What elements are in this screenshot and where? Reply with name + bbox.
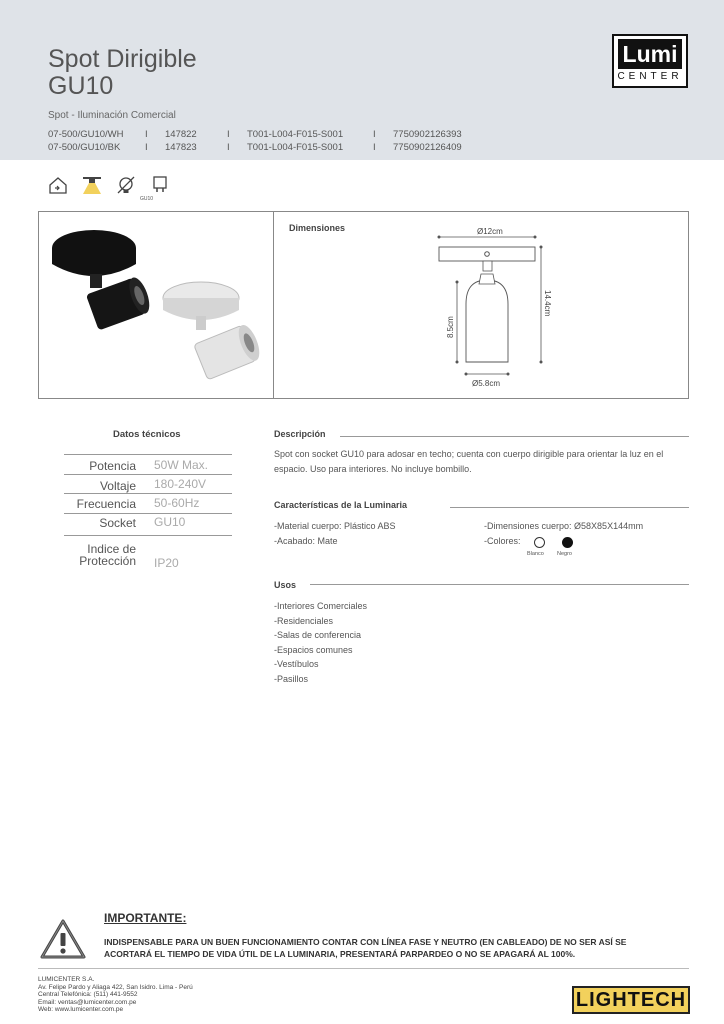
company-email: Email: ventas@lumicenter.com.pe: [38, 998, 137, 1006]
section-rule: [450, 507, 689, 508]
spec-value: GU10: [154, 515, 186, 529]
ceiling-light-icon: [81, 174, 103, 196]
usos-item: -Vestíbulos: [274, 659, 319, 669]
title-line1: Spot Dirigible: [48, 45, 197, 73]
spec-label: Protección: [79, 554, 136, 568]
color-swatch-white: [534, 537, 545, 548]
spec-row-voltaje: [64, 474, 232, 494]
caracteristicas-left: [274, 519, 396, 548]
dim-total-height: 14.4cm: [543, 290, 552, 317]
dimension-drawing: [419, 224, 619, 394]
section-rule: [340, 436, 689, 437]
code-row-bk: [48, 141, 462, 154]
spec-value: 180-240V: [154, 477, 207, 491]
gu10-icon-label: GU10: [140, 196, 154, 202]
datos-tecnicos-title: Datos técnicos: [113, 429, 181, 440]
code-row-wh: [48, 128, 462, 141]
dim-body-height: 8.5cm: [446, 316, 455, 338]
spec-value: 50W Max.: [154, 458, 209, 472]
spec-row-proteccion: [64, 535, 232, 576]
separator: I: [373, 142, 376, 153]
company-name: LUMICENTER S.A.: [38, 976, 95, 983]
reference-code: T001-L004-F015-S001: [247, 129, 344, 140]
spec-label: Indice de: [87, 542, 136, 556]
dimensiones-text: -Dimensiones cuerpo: Ø58X85X144mm: [484, 521, 644, 531]
feature-icons: [47, 174, 171, 196]
item-code: 147823: [165, 142, 197, 153]
colores-text: -Colores:: [484, 535, 521, 546]
usos-title: Usos: [274, 580, 297, 590]
spec-row-frecuencia: [64, 493, 232, 513]
usos-item: -Residenciales: [274, 615, 334, 626]
company-phone: Central Telefónica: (511) 441-9552: [38, 991, 138, 998]
material-text: -Material cuerpo: Plástico ABS: [274, 521, 396, 531]
gu10-socket-icon: [149, 174, 171, 196]
usos-item: -Salas de conferencia: [274, 630, 362, 640]
logo-top-text: Lumi: [618, 39, 682, 69]
usos-item: -Pasillos: [274, 673, 309, 684]
spec-row-socket: [64, 513, 232, 534]
reference-code: T001-L004-F015-S001: [247, 142, 344, 153]
ean-code: 7750902126409: [393, 142, 462, 153]
separator: I: [145, 129, 148, 140]
descripcion-text: [274, 447, 663, 476]
ean-code: 7750902126393: [393, 129, 462, 140]
dimensions-title: Dimensiones: [289, 223, 346, 233]
spec-value: IP20: [154, 556, 179, 570]
warning-icon: [40, 918, 86, 960]
footer-contact: [38, 976, 193, 1014]
panel-divider: [273, 212, 274, 398]
importante-line: INDISPENSABLE PARA UN BUEN FUNCIONAMIENTO CONTAR CON LÍNEA FASE Y NEUTRO (EN CABLEADO) DE NO SER ASÍ SE: [104, 937, 627, 947]
color-label-white: Blanco: [527, 551, 544, 557]
dim-bottom-width: Ø5.8cm: [472, 379, 501, 388]
spec-value: 50-60Hz: [154, 496, 200, 510]
company-web: Web: www.lumicenter.com.pe: [38, 1006, 124, 1013]
color-label-black: Negro: [557, 551, 572, 557]
spec-label: Potencia: [89, 459, 136, 473]
indoor-house-icon: [47, 174, 69, 196]
page-title: [48, 46, 197, 100]
separator: I: [145, 142, 148, 153]
header-band: [0, 0, 724, 160]
spec-row-potencia: [64, 454, 232, 474]
lightech-logo: LIGHTECH: [572, 986, 690, 1014]
importante-line: ACORTARÁ EL TIEMPO DE VIDA ÚTIL DE LA LUMINARIA, PRESENTARÁ PARPARDEO O NO SE APAGARÁ AL 100%.: [104, 949, 576, 959]
spec-label: Voltaje: [99, 479, 136, 493]
no-dimmer-icon: [115, 174, 137, 196]
spec-label: Socket: [99, 516, 136, 530]
logo-bottom-text: CENTER: [617, 71, 683, 82]
descripcion-line: espacio. Uso para interiores. No incluye bombillo.: [274, 463, 472, 474]
model-code: 07-500/GU10/BK: [48, 142, 121, 153]
spec-label: Frecuencia: [76, 497, 136, 511]
dim-top-width: Ø12cm: [477, 227, 503, 236]
importante-title: IMPORTANTE:: [104, 911, 187, 925]
page-subtitle: Spot - Iluminación Comercial: [48, 110, 176, 121]
product-panel: [38, 211, 689, 399]
importante-text: [104, 936, 704, 960]
separator: I: [373, 129, 376, 140]
lumicenter-logo: [612, 34, 688, 88]
acabado-text: -Acabado: Mate: [274, 535, 338, 546]
title-line2: GU10: [48, 72, 114, 100]
separator: I: [227, 142, 230, 153]
usos-item: -Espacios comunes: [274, 644, 353, 655]
descripcion-line: Spot con socket GU10 para adosar en techo; cuenta con cuerpo dirigible para orientar la luz en el: [274, 449, 664, 459]
section-rule: [310, 584, 689, 585]
descripcion-title: Descripción: [274, 429, 326, 439]
caracteristicas-title: Características de la Luminaria: [274, 500, 408, 510]
product-photo: [39, 212, 273, 398]
usos-list: [274, 599, 367, 686]
color-swatch-black: [562, 537, 573, 548]
item-code: 147822: [165, 129, 197, 140]
separator: I: [227, 129, 230, 140]
product-codes: [48, 128, 462, 154]
company-address: Av. Felipe Pardo y Aliaga 422, San Isidro. Lima - Perú: [38, 983, 193, 991]
footer-rule: [38, 968, 689, 969]
model-code: 07-500/GU10/WH: [48, 129, 124, 140]
usos-item: -Interiores Comerciales: [274, 601, 368, 611]
